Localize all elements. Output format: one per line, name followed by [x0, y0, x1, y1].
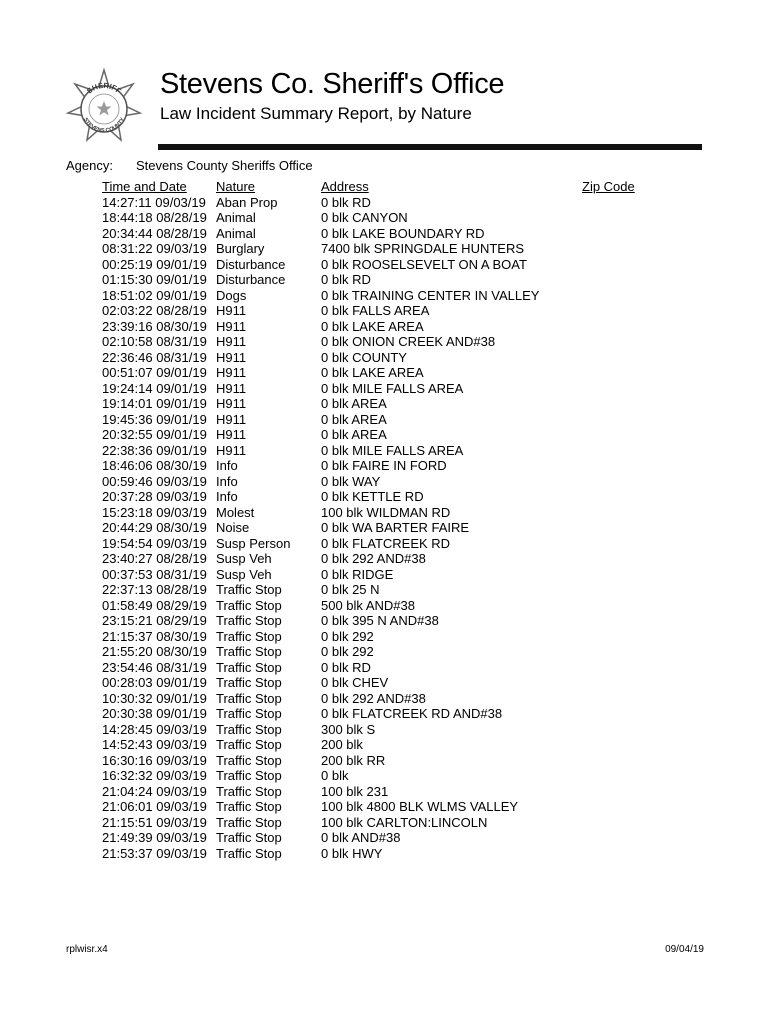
- table-body: [0, 195, 770, 862]
- header-address: Address: [321, 179, 369, 194]
- cell-nature: Burglary: [216, 241, 265, 256]
- table-row: [0, 210, 770, 226]
- table-row: [0, 815, 770, 831]
- cell-time-date: 21:49:39 09/03/19: [102, 830, 207, 845]
- cell-nature: H911: [216, 365, 247, 380]
- table-row: [0, 226, 770, 242]
- cell-time-date: 23:39:16 08/30/19: [102, 318, 207, 334]
- header-time-date: Time and Date: [102, 179, 187, 194]
- cell-nature: Traffic Stop: [216, 845, 282, 861]
- table-row: [0, 551, 770, 567]
- cell-time-date: 19:54:54 09/03/19: [102, 535, 207, 551]
- cell-address: 0 blk AREA: [321, 411, 387, 427]
- table-row: [0, 536, 770, 552]
- cell-time-date: 23:40:27 08/28/19: [102, 551, 207, 566]
- table-row: [0, 272, 770, 288]
- table-row: [0, 567, 770, 583]
- table-row: [0, 396, 770, 412]
- table-row: [0, 505, 770, 521]
- table-row: [0, 458, 770, 474]
- cell-time-date: 10:30:32 09/01/19: [102, 690, 207, 706]
- cell-nature: Traffic Stop: [216, 706, 282, 721]
- cell-time-date: 23:15:21 08/29/19: [102, 613, 207, 628]
- report-subtitle: Law Incident Summary Report, by Nature: [160, 104, 472, 123]
- cell-nature: Traffic Stop: [216, 675, 282, 690]
- cell-address: 0 blk FALLS AREA: [321, 303, 430, 318]
- cell-nature: Susp Person: [216, 535, 291, 551]
- cell-nature: Disturbance: [216, 256, 286, 272]
- cell-address: 0 blk TRAINING CENTER IN VALLEY: [321, 287, 540, 303]
- cell-nature: Aban Prop: [216, 194, 278, 210]
- cell-address: 0 blk FLATCREEK RD: [321, 535, 451, 551]
- cell-nature: Traffic Stop: [216, 799, 282, 814]
- cell-nature: H911: [216, 411, 247, 427]
- cell-address: 0 blk AREA: [321, 427, 387, 442]
- cell-time-date: 20:32:55 09/01/19: [102, 427, 207, 442]
- cell-address: 0 blk RD: [321, 194, 371, 210]
- cell-time-date: 20:30:38 09/01/19: [102, 706, 207, 721]
- cell-nature: Traffic Stop: [216, 752, 282, 768]
- cell-time-date: 18:46:06 08/30/19: [102, 458, 207, 473]
- cell-address: 500 blk AND#38: [321, 597, 415, 613]
- cell-nature: Traffic Stop: [216, 613, 282, 628]
- cell-address: 0 blk RD: [321, 659, 371, 675]
- table-row: [0, 644, 770, 660]
- header-nature: Nature: [216, 179, 256, 194]
- cell-time-date: 14:28:45 09/03/19: [102, 721, 207, 737]
- cell-address: 0 blk LAKE BOUNDARY RD: [321, 225, 485, 241]
- cell-time-date: 16:30:16 09/03/19: [102, 752, 207, 768]
- cell-address: 0 blk WA BARTER FAIRE: [321, 520, 470, 535]
- cell-address: 7400 blk SPRINGDALE HUNTERS: [321, 241, 525, 256]
- cell-time-date: 18:44:18 08/28/19: [102, 210, 207, 225]
- cell-time-date: 02:10:58 08/31/19: [102, 334, 207, 349]
- table-row: [0, 722, 770, 738]
- cell-time-date: 01:58:49 08/29/19: [102, 597, 207, 613]
- table-row: [0, 303, 770, 319]
- badge-text-top: SHERIFF: [85, 80, 124, 96]
- cell-time-date: 00:59:46 09/03/19: [102, 473, 207, 489]
- cell-time-date: 00:37:53 08/31/19: [102, 566, 207, 582]
- cell-nature: Animal: [216, 210, 256, 225]
- cell-time-date: 22:37:13 08/28/19: [102, 582, 207, 597]
- cell-nature: Traffic Stop: [216, 582, 282, 597]
- table-row: [0, 613, 770, 629]
- cell-nature: Traffic Stop: [216, 690, 282, 706]
- table-row: [0, 799, 770, 815]
- cell-address: 0 blk FAIRE IN FORD: [321, 458, 447, 473]
- cell-nature: Traffic Stop: [216, 830, 282, 845]
- cell-nature: H911: [216, 442, 247, 458]
- table-row: [0, 691, 770, 707]
- cell-nature: Info: [216, 458, 238, 473]
- cell-time-date: 19:24:14 09/01/19: [102, 380, 207, 396]
- cell-time-date: 20:44:29 08/30/19: [102, 520, 207, 535]
- table-row: [0, 241, 770, 257]
- footer-report-id: rplwisr.x4: [66, 944, 108, 955]
- cell-address: 0 blk: [321, 768, 349, 783]
- cell-address: 0 blk 292: [321, 628, 374, 644]
- cell-time-date: 01:15:30 09/01/19: [102, 272, 207, 287]
- cell-address: 0 blk 292 AND#38: [321, 690, 426, 706]
- table-row: [0, 846, 770, 862]
- agency-line: [66, 158, 313, 173]
- cell-time-date: 22:36:46 08/31/19: [102, 349, 207, 365]
- cell-address: 0 blk 395 N AND#38: [321, 613, 439, 628]
- cell-address: 0 blk AREA: [321, 396, 387, 411]
- cell-nature: Noise: [216, 520, 250, 535]
- table-row: [0, 443, 770, 459]
- cell-time-date: 21:15:51 09/03/19: [102, 814, 207, 830]
- cell-nature: Traffic Stop: [216, 768, 282, 783]
- table-row: [0, 784, 770, 800]
- cell-address: 0 blk LAKE AREA: [321, 365, 424, 380]
- cell-address: 0 blk ROOSELSEVELT ON A BOAT: [321, 256, 527, 272]
- cell-nature: Info: [216, 489, 238, 504]
- table-row: [0, 288, 770, 304]
- cell-time-date: 15:23:18 09/03/19: [102, 504, 207, 520]
- cell-address: 100 blk CARLTON:LINCOLN: [321, 814, 488, 830]
- cell-time-date: 23:54:46 08/31/19: [102, 659, 207, 675]
- agency-label: Agency:: [66, 158, 113, 173]
- table-row: [0, 381, 770, 397]
- cell-nature: H911: [216, 349, 247, 365]
- table-row: [0, 598, 770, 614]
- table-row: [0, 350, 770, 366]
- table-row: [0, 195, 770, 211]
- cell-address: 0 blk MILE FALLS AREA: [321, 442, 464, 458]
- cell-time-date: 14:27:11 09/03/19: [102, 194, 206, 210]
- table-row: [0, 768, 770, 784]
- footer-date: 09/04/19: [665, 944, 704, 955]
- cell-nature: H911: [216, 318, 247, 334]
- cell-address: 100 blk WILDMAN RD: [321, 504, 451, 520]
- cell-time-date: 18:51:02 09/01/19: [102, 287, 207, 303]
- agency-value: Stevens County Sheriffs Office: [136, 158, 313, 173]
- incident-table: [0, 179, 770, 861]
- cell-nature: Molest: [216, 504, 255, 520]
- table-row: [0, 660, 770, 676]
- cell-nature: H911: [216, 334, 247, 349]
- cell-address: 0 blk COUNTY: [321, 349, 407, 365]
- cell-nature: H911: [216, 303, 247, 318]
- cell-nature: Traffic Stop: [216, 814, 282, 830]
- table-row: [0, 412, 770, 428]
- cell-time-date: 21:15:37 08/30/19: [102, 628, 207, 644]
- cell-nature: Traffic Stop: [216, 783, 282, 799]
- cell-address: 200 blk RR: [321, 752, 386, 768]
- cell-address: 0 blk 25 N: [321, 582, 380, 597]
- cell-nature: H911: [216, 427, 247, 442]
- cell-nature: Traffic Stop: [216, 737, 282, 752]
- cell-address: 0 blk WAY: [321, 473, 381, 489]
- cell-nature: Animal: [216, 225, 256, 241]
- cell-time-date: 21:55:20 08/30/19: [102, 644, 207, 659]
- cell-time-date: 22:38:36 09/01/19: [102, 442, 207, 458]
- cell-address: 0 blk MILE FALLS AREA: [321, 380, 464, 396]
- cell-time-date: 00:28:03 09/01/19: [102, 675, 207, 690]
- table-row: [0, 520, 770, 536]
- cell-address: 0 blk RD: [321, 272, 371, 287]
- table-row: [0, 582, 770, 598]
- cell-nature: Traffic Stop: [216, 628, 282, 644]
- table-row: [0, 706, 770, 722]
- cell-address: 0 blk 292: [321, 644, 374, 659]
- cell-address: 0 blk HWY: [321, 845, 383, 861]
- cell-time-date: 16:32:32 09/03/19: [102, 768, 207, 783]
- cell-time-date: 21:06:01 09/03/19: [102, 799, 207, 814]
- cell-address: 0 blk CANYON: [321, 210, 408, 225]
- table-row: [0, 319, 770, 335]
- table-row: [0, 257, 770, 273]
- table-row: [0, 427, 770, 443]
- cell-address: 0 blk LAKE AREA: [321, 318, 424, 334]
- table-row: [0, 365, 770, 381]
- table-row: [0, 334, 770, 350]
- cell-time-date: 00:25:19 09/01/19: [102, 256, 207, 272]
- cell-nature: Traffic Stop: [216, 644, 282, 659]
- cell-nature: Dogs: [216, 287, 247, 303]
- cell-address: 0 blk FLATCREEK RD AND#38: [321, 706, 503, 721]
- table-row: [0, 753, 770, 769]
- cell-time-date: 14:52:43 09/03/19: [102, 737, 207, 752]
- cell-nature: Susp Veh: [216, 551, 272, 566]
- cell-address: 0 blk ONION CREEK AND#38: [321, 334, 496, 349]
- cell-address: 0 blk CHEV: [321, 675, 389, 690]
- cell-time-date: 08:31:22 09/03/19: [102, 241, 207, 256]
- cell-address: 200 blk: [321, 737, 363, 752]
- cell-address: 0 blk RIDGE: [321, 566, 394, 582]
- cell-nature: Traffic Stop: [216, 721, 282, 737]
- cell-nature: Info: [216, 473, 238, 489]
- cell-time-date: 21:53:37 09/03/19: [102, 845, 207, 861]
- cell-time-date: 19:14:01 09/01/19: [102, 396, 207, 411]
- table-row: [0, 675, 770, 691]
- cell-nature: Traffic Stop: [216, 659, 282, 675]
- cell-time-date: 00:51:07 09/01/19: [102, 365, 207, 380]
- header-zip-code: Zip Code: [582, 179, 635, 194]
- cell-address: 0 blk 292 AND#38: [321, 551, 426, 566]
- table-header: [0, 179, 770, 195]
- cell-address: 0 blk KETTLE RD: [321, 489, 424, 504]
- table-row: [0, 474, 770, 490]
- cell-nature: H911: [216, 396, 247, 411]
- report-title: Stevens Co. Sheriff's Office: [160, 68, 505, 100]
- table-row: [0, 489, 770, 505]
- cell-nature: Susp Veh: [216, 566, 272, 582]
- cell-time-date: 02:03:22 08/28/19: [102, 303, 207, 318]
- table-row: [0, 737, 770, 753]
- table-row: [0, 629, 770, 645]
- cell-nature: H911: [216, 380, 247, 396]
- cell-nature: Traffic Stop: [216, 597, 282, 613]
- table-row: [0, 830, 770, 846]
- sheriff-badge-icon: [64, 68, 144, 148]
- cell-nature: Disturbance: [216, 272, 286, 287]
- cell-address: 300 blk S: [321, 721, 376, 737]
- cell-address: 100 blk 4800 BLK WLMS VALLEY: [321, 799, 519, 814]
- cell-address: 0 blk AND#38: [321, 830, 401, 845]
- cell-address: 100 blk 231: [321, 783, 389, 799]
- cell-time-date: 19:45:36 09/01/19: [102, 411, 207, 427]
- header-divider: [158, 144, 702, 150]
- badge-text-bottom: STEVENS COUNTY: [82, 116, 126, 135]
- cell-time-date: 20:37:28 09/03/19: [102, 489, 207, 504]
- cell-time-date: 20:34:44 08/28/19: [102, 225, 207, 241]
- cell-time-date: 21:04:24 09/03/19: [102, 783, 207, 799]
